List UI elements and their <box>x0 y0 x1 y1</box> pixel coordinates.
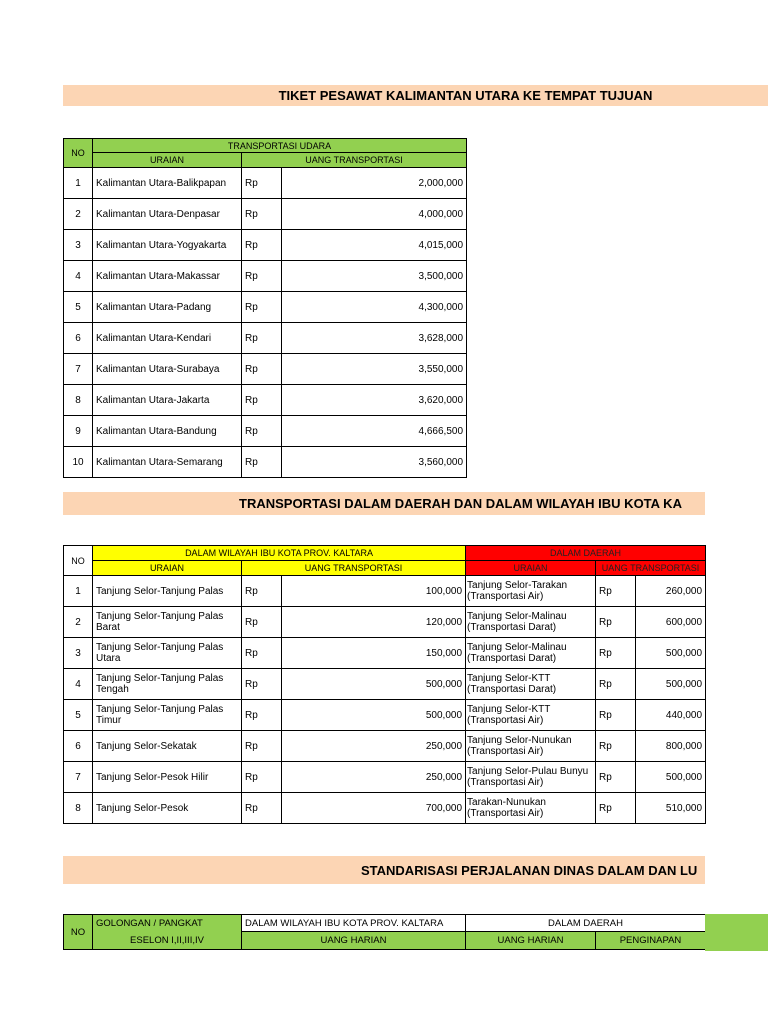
row-amount-daerah: 500,000 <box>636 638 706 669</box>
row-currency-daerah: Rp <box>596 700 636 731</box>
row-amount-daerah: 440,000 <box>636 700 706 731</box>
row-amount: 100,000 <box>282 576 466 607</box>
row-currency: Rp <box>242 354 282 385</box>
row-uraian: Tanjung Selor-Tanjung Palas Tengah <box>93 669 242 700</box>
row-uraian: Tanjung Selor-Sekatak <box>93 731 242 762</box>
row-uraian: Kalimantan Utara-Balikpapan <box>93 168 242 199</box>
row-uraian-daerah: Tarakan-Nunukan (Transportasi Air) <box>466 793 596 824</box>
section3-title: STANDARISASI PERJALANAN DINAS DALAM DAN LU <box>361 862 698 878</box>
col-uang-transportasi: UANG TRANSPORTASI <box>242 561 466 576</box>
row-uraian: Kalimantan Utara-Bandung <box>93 416 242 447</box>
row-uraian: Kalimantan Utara-Semarang <box>93 447 242 478</box>
section2-title: TRANSPORTASI DALAM DAERAH DAN DALAM WILAYAH IBU KOTA KA <box>239 496 682 511</box>
row-uraian: Kalimantan Utara-Kendari <box>93 323 242 354</box>
row-currency: Rp <box>242 447 282 478</box>
section1-title-banner <box>63 85 768 106</box>
row-currency-daerah: Rp <box>596 576 636 607</box>
col-uang-harian: UANG HARIAN <box>242 932 466 950</box>
row-currency: Rp <box>242 638 282 669</box>
row-amount: 150,000 <box>282 638 466 669</box>
row-uraian: Tanjung Selor-Tanjung Palas Timur <box>93 700 242 731</box>
row-no: 1 <box>64 576 93 607</box>
row-amount: 4,300,000 <box>282 292 467 323</box>
row-currency: Rp <box>242 700 282 731</box>
row-currency: Rp <box>242 230 282 261</box>
row-amount: 500,000 <box>282 700 466 731</box>
row-no: 2 <box>64 199 93 230</box>
row-amount: 4,015,000 <box>282 230 467 261</box>
row-uraian: Tanjung Selor-Tanjung Palas <box>93 576 242 607</box>
row-amount-daerah: 500,000 <box>636 669 706 700</box>
row-amount-daerah: 260,000 <box>636 576 706 607</box>
table-row <box>64 576 706 607</box>
row-amount: 4,000,000 <box>282 199 467 230</box>
row-amount-daerah: 600,000 <box>636 607 706 638</box>
col-group-transportasi-udara: TRANSPORTASI UDARA <box>93 139 467 153</box>
table-row <box>64 638 706 669</box>
row-no: 4 <box>64 669 93 700</box>
section1-title: TIKET PESAWAT KALIMANTAN UTARA KE TEMPAT TUJUAN <box>278 88 653 103</box>
row-currency-daerah: Rp <box>596 793 636 824</box>
col-no: NO <box>64 915 93 950</box>
row-uraian: Tanjung Selor-Tanjung Palas Utara <box>93 638 242 669</box>
standardization-table <box>63 914 706 950</box>
row-no: 5 <box>64 700 93 731</box>
col-uang-transportasi-daerah: UANG TRANSPORTASI <box>596 561 706 576</box>
row-currency-daerah: Rp <box>596 638 636 669</box>
row-uraian-daerah: Tanjung Selor-Tarakan (Transportasi Air) <box>466 576 596 607</box>
table-row <box>64 731 706 762</box>
col-no: NO <box>64 546 93 576</box>
row-uraian-daerah: Tanjung Selor-KTT (Transportasi Darat) <box>466 669 596 700</box>
row-uraian: Tanjung Selor-Tanjung Palas Barat <box>93 607 242 638</box>
row-currency-daerah: Rp <box>596 731 636 762</box>
row-no: 6 <box>64 731 93 762</box>
row-uraian-daerah: Tanjung Selor-KTT (Transportasi Air) <box>466 700 596 731</box>
row-amount-daerah: 500,000 <box>636 762 706 793</box>
table-row <box>64 762 706 793</box>
row-no: 8 <box>64 385 93 416</box>
row-currency: Rp <box>242 292 282 323</box>
row-amount: 120,000 <box>282 607 466 638</box>
row-no: 2 <box>64 607 93 638</box>
row-uraian: Tanjung Selor-Pesok <box>93 793 242 824</box>
row-currency: Rp <box>242 416 282 447</box>
row-currency: Rp <box>242 731 282 762</box>
col-group-ibu-kota: DALAM WILAYAH IBU KOTA PROV. KALTARA <box>93 546 466 561</box>
header-fill-strip <box>705 914 768 951</box>
col-group-ibu-kota: DALAM WILAYAH IBU KOTA PROV. KALTARA <box>242 915 466 932</box>
row-currency-daerah: Rp <box>596 762 636 793</box>
table-row <box>64 607 706 638</box>
row-currency-daerah: Rp <box>596 669 636 700</box>
col-penginapan: PENGINAPAN <box>596 932 706 950</box>
row-currency: Rp <box>242 323 282 354</box>
row-amount-daerah: 800,000 <box>636 731 706 762</box>
row-currency: Rp <box>242 669 282 700</box>
col-eselon: ESELON I,II,III,IV <box>93 932 242 950</box>
row-currency: Rp <box>242 385 282 416</box>
row-amount: 250,000 <box>282 762 466 793</box>
row-currency: Rp <box>242 607 282 638</box>
row-uraian: Kalimantan Utara-Yogyakarta <box>93 230 242 261</box>
row-no: 10 <box>64 447 93 478</box>
row-amount: 3,550,000 <box>282 354 467 385</box>
col-uang-transportasi: UANG TRANSPORTASI <box>242 153 467 168</box>
row-amount: 500,000 <box>282 669 466 700</box>
row-no: 7 <box>64 762 93 793</box>
col-golongan: GOLONGAN / PANGKAT <box>93 915 242 932</box>
row-uraian: Kalimantan Utara-Surabaya <box>93 354 242 385</box>
row-no: 3 <box>64 638 93 669</box>
regional-transport-table <box>63 545 706 824</box>
row-uraian: Tanjung Selor-Pesok Hilir <box>93 762 242 793</box>
section2-title-banner <box>63 492 705 515</box>
row-currency-daerah: Rp <box>596 607 636 638</box>
table-row <box>64 168 467 199</box>
table-row <box>64 292 467 323</box>
row-currency: Rp <box>242 261 282 292</box>
col-no: NO <box>64 139 93 168</box>
row-no: 4 <box>64 261 93 292</box>
row-uraian-daerah: Tanjung Selor-Malinau (Transportasi Darat) <box>466 607 596 638</box>
row-amount: 3,620,000 <box>282 385 467 416</box>
row-amount: 3,500,000 <box>282 261 467 292</box>
row-currency: Rp <box>242 793 282 824</box>
row-currency: Rp <box>242 199 282 230</box>
row-currency: Rp <box>242 168 282 199</box>
table-row <box>64 669 706 700</box>
air-ticket-table <box>63 138 467 478</box>
table-row <box>64 354 467 385</box>
col-uraian: URAIAN <box>93 153 242 168</box>
row-amount: 2,000,000 <box>282 168 467 199</box>
row-uraian: Kalimantan Utara-Denpasar <box>93 199 242 230</box>
row-no: 3 <box>64 230 93 261</box>
row-no: 7 <box>64 354 93 385</box>
col-uraian-daerah: URAIAN <box>466 561 596 576</box>
row-no: 5 <box>64 292 93 323</box>
row-no: 1 <box>64 168 93 199</box>
row-currency: Rp <box>242 762 282 793</box>
table-row <box>64 447 467 478</box>
row-amount: 3,560,000 <box>282 447 467 478</box>
table-row <box>64 323 467 354</box>
row-uraian: Kalimantan Utara-Makassar <box>93 261 242 292</box>
row-amount: 4,666,500 <box>282 416 467 447</box>
row-amount: 700,000 <box>282 793 466 824</box>
col-uang-harian-daerah: UANG HARIAN <box>466 932 596 950</box>
col-group-dalam-daerah: DALAM DAERAH <box>466 915 706 932</box>
table-row <box>64 199 467 230</box>
row-uraian: Kalimantan Utara-Padang <box>93 292 242 323</box>
table-row <box>64 230 467 261</box>
row-no: 6 <box>64 323 93 354</box>
row-uraian-daerah: Tanjung Selor-Nunukan (Transportasi Air) <box>466 731 596 762</box>
section3-title-banner <box>63 856 705 884</box>
col-uraian: URAIAN <box>93 561 242 576</box>
row-no: 8 <box>64 793 93 824</box>
table-row <box>64 261 467 292</box>
table-row <box>64 416 467 447</box>
row-uraian-daerah: Tanjung Selor-Malinau (Transportasi Darat) <box>466 638 596 669</box>
row-uraian: Kalimantan Utara-Jakarta <box>93 385 242 416</box>
row-currency: Rp <box>242 576 282 607</box>
col-group-dalam-daerah: DALAM DAERAH <box>466 546 706 561</box>
table-row <box>64 385 467 416</box>
row-amount-daerah: 510,000 <box>636 793 706 824</box>
table-row <box>64 700 706 731</box>
table-row <box>64 793 706 824</box>
row-amount: 3,628,000 <box>282 323 467 354</box>
row-uraian-daerah: Tanjung Selor-Pulau Bunyu (Transportasi Air) <box>466 762 596 793</box>
row-no: 9 <box>64 416 93 447</box>
row-amount: 250,000 <box>282 731 466 762</box>
